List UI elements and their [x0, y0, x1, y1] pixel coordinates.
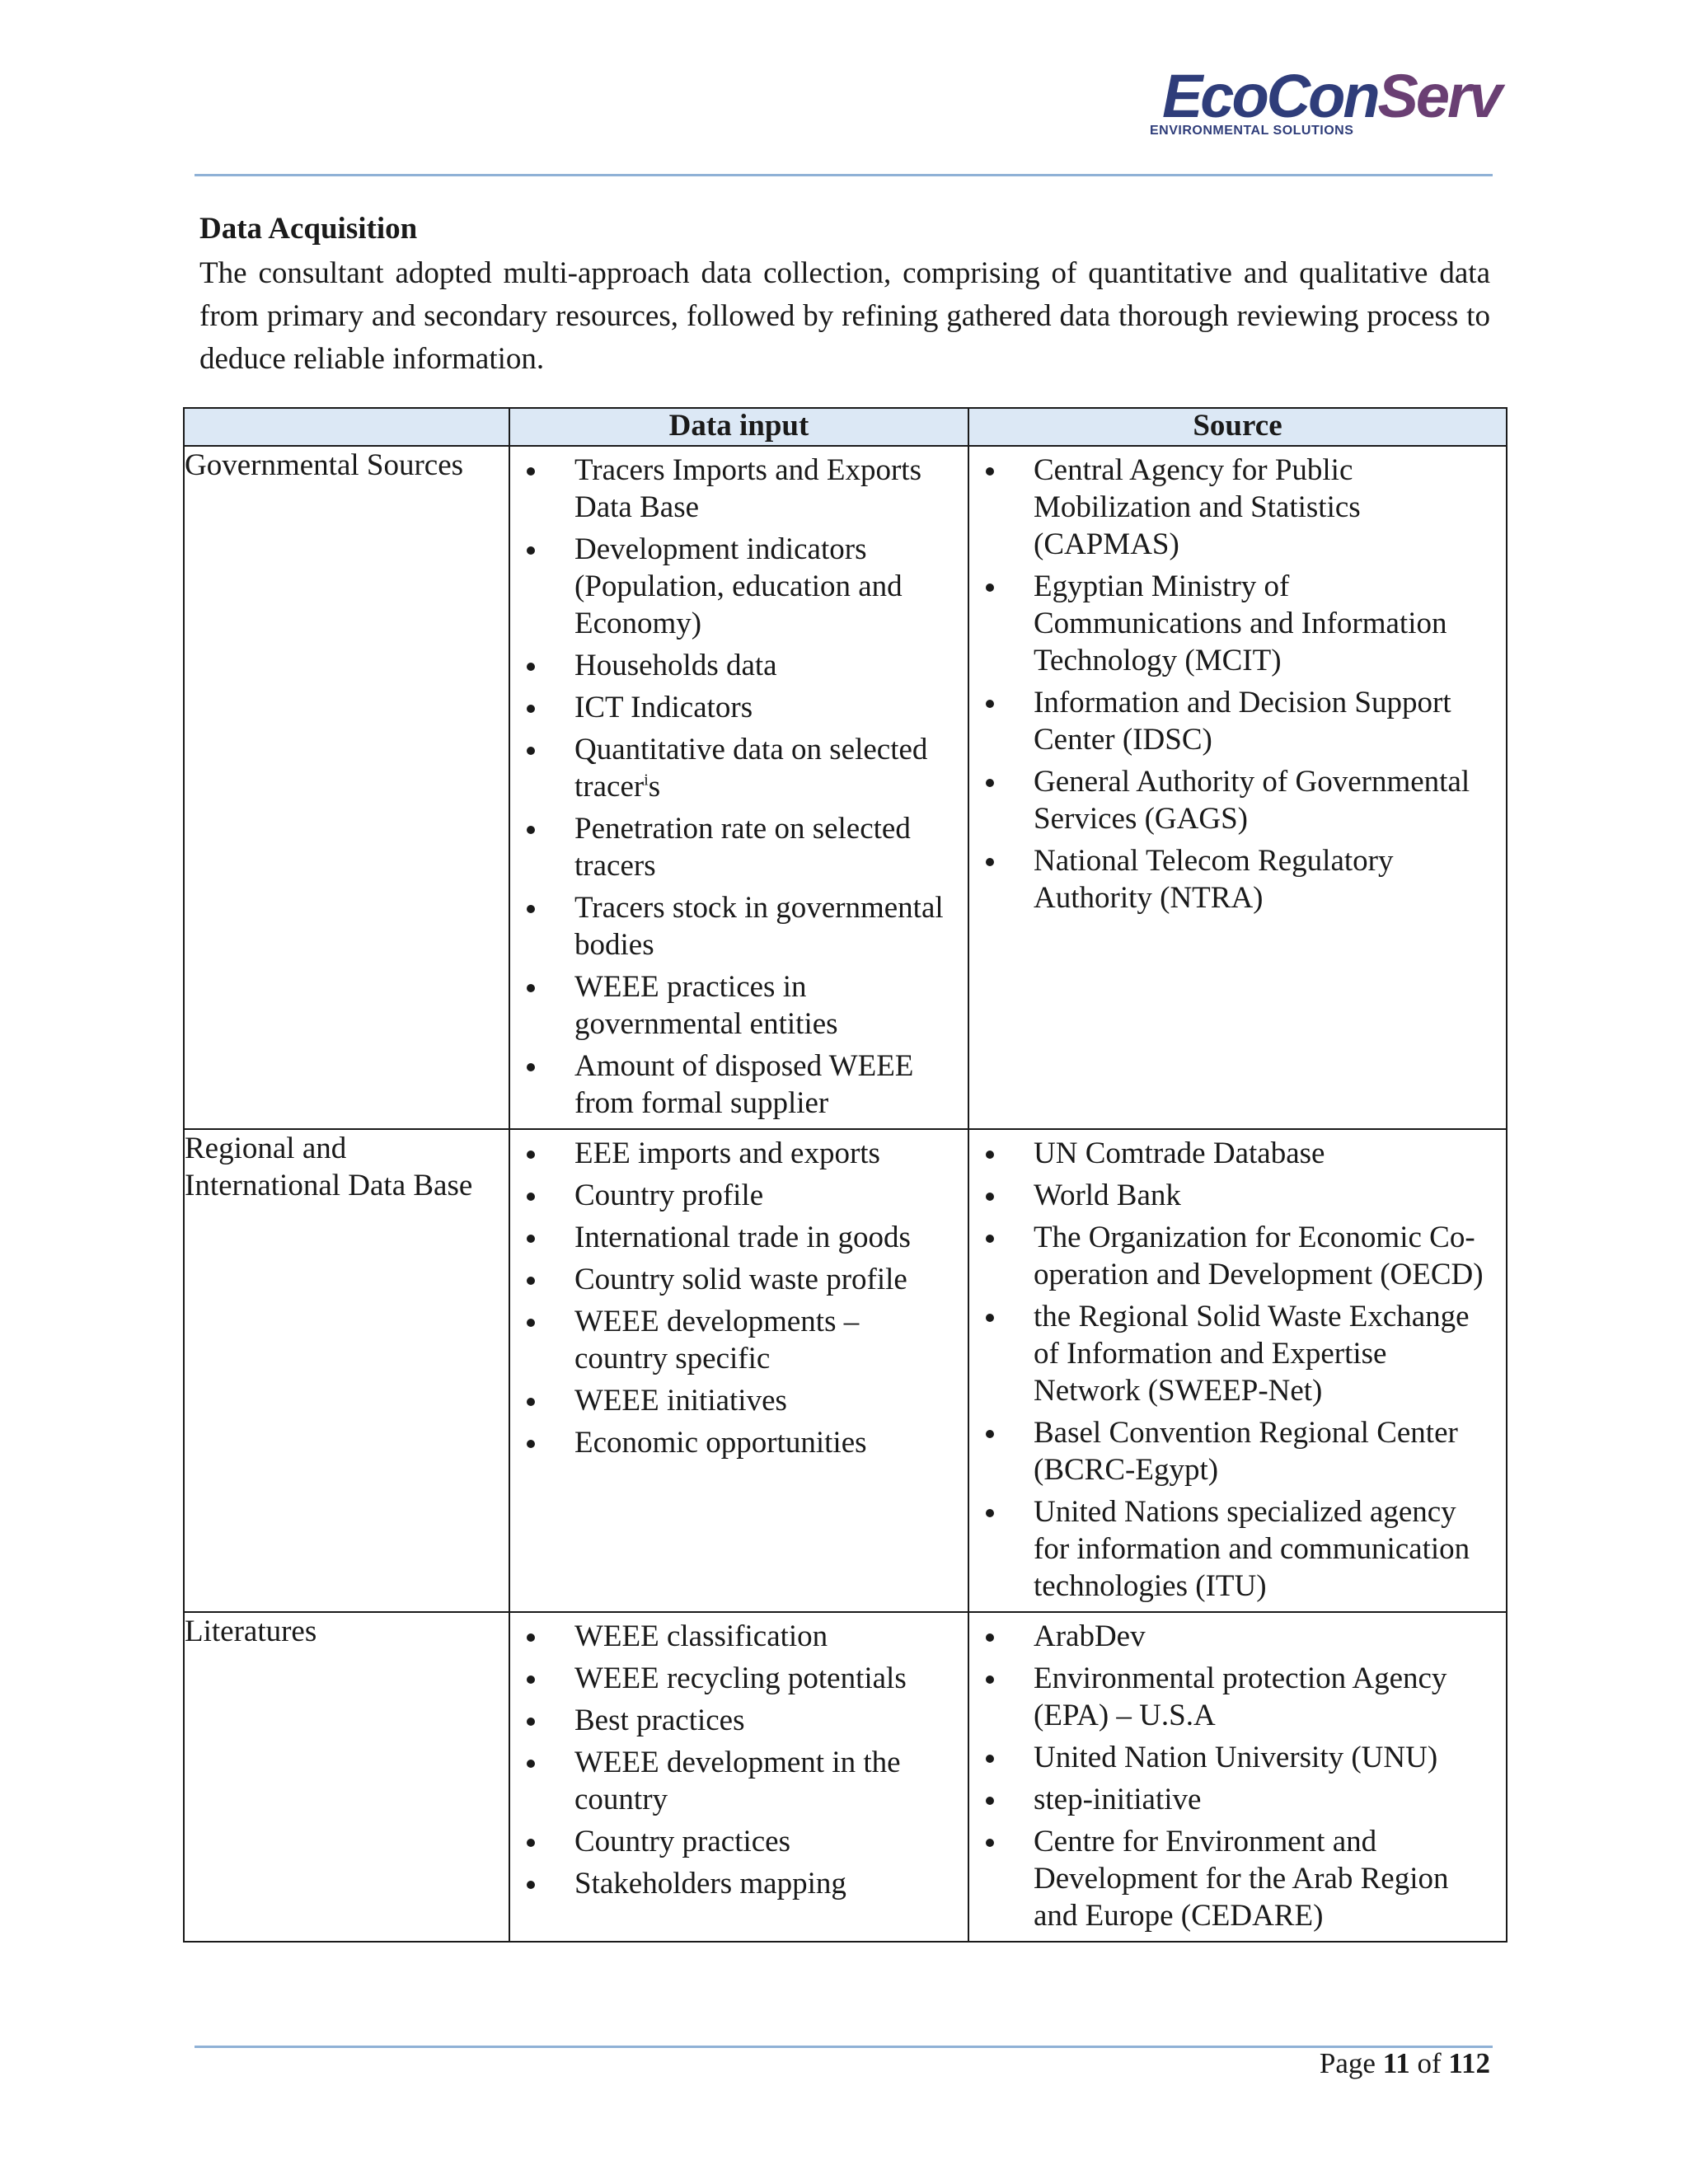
row-category: Governmental Sources	[184, 446, 509, 1129]
table-row	[184, 1612, 1507, 1942]
list-item: United Nation University (UNU)	[969, 1739, 1498, 1776]
of-label: of	[1417, 2047, 1442, 2079]
list-item: step-initiative	[969, 1781, 1498, 1818]
total-pages: 112	[1448, 2047, 1490, 2079]
list-item: World Bank	[969, 1177, 1498, 1214]
list-item: Amount of disposed WEEE from formal supplier	[510, 1047, 959, 1122]
source-cell	[968, 1612, 1507, 1942]
list-item: Information and Decision Support Center (IDSC)	[969, 684, 1498, 758]
list-item: WEEE development in the country	[510, 1744, 959, 1818]
list-item: the Regional Solid Waste Exchange of Information and Expertise Network (SWEEP-Net)	[969, 1298, 1498, 1409]
data-input-cell	[509, 1129, 968, 1612]
intro-paragraph: The consultant adopted multi-approach data collection, comprising of quantitative and qualitative data from primary and secondary resources, followed by refining gathered data thorough reviewing process to deduce reliable information.	[199, 256, 1490, 376]
ecoconserv-logo	[1146, 62, 1500, 148]
list-item: Environmental protection Agency (EPA) – U.S.A	[969, 1660, 1498, 1734]
data-input-cell	[509, 446, 968, 1129]
list-item: WEEE classification	[510, 1618, 959, 1655]
list-item: WEEE developments – country specific	[510, 1303, 959, 1377]
list-item: National Telecom Regulatory Authority (NTRA)	[969, 842, 1498, 916]
page-number: 11	[1382, 2047, 1410, 2079]
table-row	[184, 446, 1507, 1129]
header-source: Source	[968, 408, 1507, 446]
list-item: Development indicators (Population, education and Economy)	[510, 531, 959, 642]
list-item: International trade in goods	[510, 1219, 959, 1256]
list-item: Tracers stock in governmental bodies	[510, 889, 959, 963]
list-item: Centre for Environment and Development for the Arab Region and Europe (CEDARE)	[969, 1823, 1498, 1934]
source-cell	[968, 446, 1507, 1129]
list-item: General Authority of Governmental Services (GAGS)	[969, 763, 1498, 837]
list-item: Quantitative data on selected tracer$^i$s	[510, 731, 959, 805]
list-item: ICT Indicators	[510, 689, 959, 726]
header-data-input: Data input	[509, 408, 968, 446]
list-item: Households data	[510, 647, 959, 684]
list-item: Penetration rate on selected tracers	[510, 810, 959, 884]
list-item: ArabDev	[969, 1618, 1498, 1655]
logo-tagline: ENVIRONMENTAL SOLUTIONS	[1150, 124, 1354, 138]
header-blank-cell	[184, 408, 509, 446]
list-item: United Nations specialized agency for information and communication technologies (ITU)	[969, 1493, 1498, 1605]
list-item: WEEE initiatives	[510, 1382, 959, 1419]
header-divider	[195, 174, 1493, 176]
table-header-row	[184, 408, 1507, 446]
list-item: Country profile	[510, 1177, 959, 1214]
list-item: WEEE recycling potentials	[510, 1660, 959, 1697]
footer-divider	[195, 2046, 1493, 2048]
list-item: Stakeholders mapping	[510, 1865, 959, 1902]
row-category: Literatures	[184, 1612, 509, 1942]
list-item: EEE imports and exports	[510, 1135, 959, 1172]
footnote-marker: i	[644, 771, 649, 790]
table-row	[184, 1129, 1507, 1612]
page-footer	[1311, 2047, 1490, 2080]
row-category: Regional and International Data Base	[184, 1129, 509, 1612]
list-item: Best practices	[510, 1702, 959, 1739]
list-item: WEEE practices in governmental entities	[510, 968, 959, 1043]
list-item: Basel Convention Regional Center (BCRC-Egypt)	[969, 1414, 1498, 1488]
list-item: Tracers Imports and Exports Data Base	[510, 452, 959, 526]
data-input-cell	[509, 1612, 968, 1942]
list-item: The Organization for Economic Co-operation and Development (OECD)	[969, 1219, 1498, 1293]
list-item: Economic opportunities	[510, 1424, 959, 1461]
list-item: Central Agency for Public Mobilization and Statistics (CAPMAS)	[969, 452, 1498, 563]
list-item: Country solid waste profile	[510, 1261, 959, 1298]
list-item: Country practices	[510, 1823, 959, 1860]
section-heading: Data Acquisition	[199, 212, 418, 246]
source-cell	[968, 1129, 1507, 1612]
list-item: Egyptian Ministry of Communications and Information Technology (MCIT)	[969, 568, 1498, 679]
data-sources-table	[183, 407, 1507, 1943]
page-label: Page	[1319, 2047, 1376, 2079]
list-item: UN Comtrade Database	[969, 1135, 1498, 1172]
logo-wordmark: EcoConServ	[1161, 62, 1500, 130]
